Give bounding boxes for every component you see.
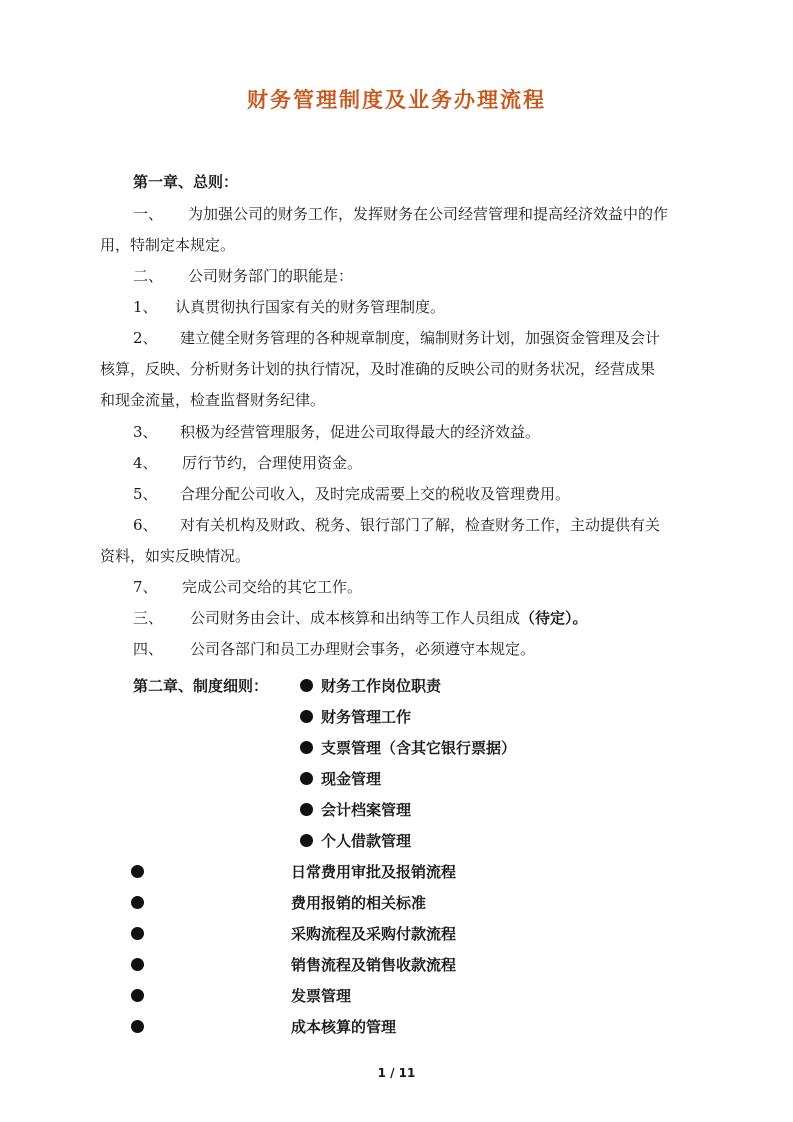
item-number: 6、 — [133, 516, 158, 534]
item-number: 5、 — [133, 485, 158, 503]
bullet-icon — [131, 927, 144, 940]
item-text: 厉行节约，合理使用资金。 — [182, 454, 363, 472]
item-text: 对有关机构及财政、税务、银行部门了解，检查财务工作，主动提供有关 — [180, 516, 661, 534]
item-number: 3、 — [133, 423, 158, 441]
chapter1-heading: 第一章、总则： — [133, 173, 239, 191]
paragraph — [133, 453, 362, 473]
paragraph — [133, 608, 588, 628]
item-text: 合理分配公司收入，及时完成需要上交的税收及管理费用。 — [180, 485, 571, 503]
list-item: 成本核算的管理 — [291, 1018, 397, 1036]
list-item: 发票管理 — [291, 987, 352, 1005]
item-number: 三、 — [133, 609, 164, 627]
item-text: 为加强公司的财务工作，发挥财务在公司经营管理和提高经济效益中的作 — [188, 205, 669, 223]
list-item: 日常费用审批及报销流程 — [291, 863, 457, 881]
list-item: 销售流程及销售收款流程 — [291, 956, 457, 974]
item-text: 积极为经营管理服务，促进公司取得最大的经济效益。 — [180, 423, 541, 441]
item-text-emphasis: （待定）。 — [520, 609, 588, 627]
list-item — [300, 707, 411, 727]
item-text: 公司财务由会计、成本核算和出纳等工作人员组成 — [190, 609, 521, 627]
bullet-icon — [300, 834, 313, 847]
page-number: 1 / 11 — [377, 1066, 416, 1080]
item-number: 一、 — [133, 205, 164, 223]
item-text: 公司财务部门的职能是： — [188, 267, 354, 285]
bullet-icon — [131, 989, 144, 1002]
bullet-icon — [300, 710, 313, 723]
bullet-icon — [131, 958, 144, 971]
list-item — [300, 676, 441, 696]
chapter2-heading: 第二章、制度细则： — [133, 677, 269, 695]
list-item-text: 支票管理（含其它银行票据） — [321, 739, 517, 757]
list-item-text: 现金管理 — [321, 770, 382, 788]
document-title: 财务管理制度及业务办理流程 — [247, 87, 546, 112]
bullet-icon — [131, 865, 144, 878]
paragraph-continuation: 用，特制定本规定。 — [100, 236, 236, 254]
paragraph-continuation: 资料，如实反映情况。 — [100, 547, 251, 565]
bullet-icon — [131, 1020, 144, 1033]
list-item — [300, 769, 381, 789]
list-item-text: 财务工作岗位职责 — [321, 677, 442, 695]
list-item-text: 财务管理工作 — [321, 708, 412, 726]
paragraph-continuation: 和现金流量，检查监督财务纪律。 — [100, 391, 326, 409]
bullet-icon — [300, 772, 313, 785]
list-item — [300, 800, 411, 820]
list-item — [300, 738, 516, 758]
paragraph — [133, 328, 660, 348]
bullet-icon — [300, 803, 313, 816]
paragraph — [133, 297, 445, 317]
paragraph-continuation: 核算，反映、分析财务计划的执行情况，及时准确的反映公司的财务状况，经营成果 — [100, 360, 656, 378]
paragraph — [133, 639, 535, 659]
bullet-icon — [300, 741, 313, 754]
item-number: 2、 — [133, 329, 158, 347]
bullet-icon — [131, 896, 144, 909]
item-number: 4、 — [133, 454, 158, 472]
paragraph — [133, 422, 540, 442]
paragraph — [133, 204, 668, 224]
item-text: 完成公司交给的其它工作。 — [182, 578, 363, 596]
bullet-icon — [300, 679, 313, 692]
list-item: 费用报销的相关标准 — [291, 894, 427, 912]
paragraph — [133, 515, 660, 535]
paragraph — [133, 266, 353, 286]
item-number: 1、 — [133, 298, 158, 316]
item-text: 建立健全财务管理的各种规章制度，编制财务计划，加强资金管理及会计 — [180, 329, 661, 347]
item-text: 公司各部门和员工办理财会事务，必须遵守本规定。 — [190, 640, 536, 658]
paragraph — [133, 577, 362, 597]
list-item: 采购流程及采购付款流程 — [291, 925, 457, 943]
item-text: 认真贯彻执行国家有关的财务管理制度。 — [175, 298, 446, 316]
list-item — [300, 831, 411, 851]
item-number: 7、 — [133, 578, 158, 596]
item-number: 二、 — [133, 267, 164, 285]
item-number: 四、 — [133, 640, 164, 658]
list-item-text: 会计档案管理 — [321, 801, 412, 819]
paragraph — [133, 484, 570, 504]
list-item-text: 个人借款管理 — [321, 832, 412, 850]
